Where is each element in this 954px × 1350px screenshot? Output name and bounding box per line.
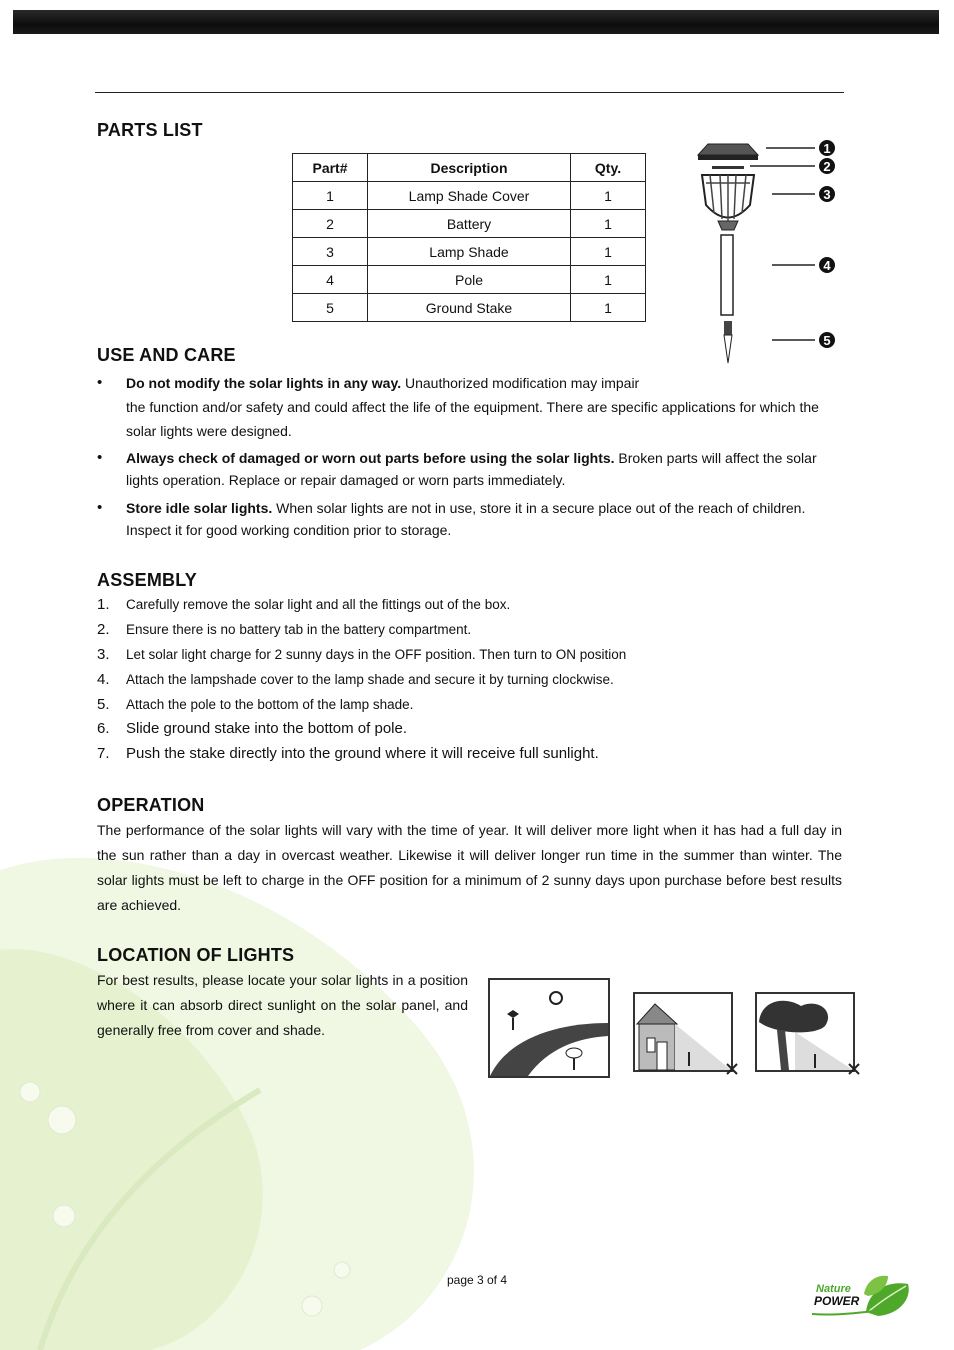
table-cell: 3 (293, 238, 368, 266)
sunny-location-illustration (488, 978, 612, 1080)
column-header: Qty. (571, 154, 646, 182)
logo-text-nature: Nature (816, 1283, 851, 1295)
step-number: 1. (97, 596, 110, 613)
page-number: page 3 of 4 (446, 1273, 508, 1287)
bullet-text: When solar lights are not in use, store it in a secure place out of the reach of children. Inspect it for good working condition prior to storage. (126, 500, 806, 538)
bullet-bold-text: Always check of damaged or worn out parts before using the solar lights. (126, 450, 615, 466)
header-rule (95, 92, 844, 93)
step-text: Carefully remove the solar light and all the fittings out of the box. (126, 597, 511, 612)
location-paragraph: For best results, please locate your solar lights in a position where it can absorb direct sunlight on the solar panel, and generally free from cover and shade. (97, 972, 468, 1038)
step-number: 4. (97, 671, 110, 688)
table-row (293, 182, 646, 210)
step-number: 7. (97, 745, 110, 762)
step-text: Slide ground stake into the bottom of pole. (126, 720, 408, 737)
table-cell: 5 (293, 294, 368, 322)
nature-power-logo (808, 1272, 920, 1322)
list-item (97, 621, 471, 638)
step-text: Ensure there is no battery tab in the battery compartment. (126, 622, 472, 637)
use-and-care-list (97, 371, 845, 541)
bullet-icon: • (97, 374, 103, 391)
table-cell: 1 (293, 182, 368, 210)
table-cell: Pole (368, 266, 571, 294)
callout-3: 3 (823, 187, 831, 202)
operation-heading: OPERATION (97, 795, 205, 815)
table-cell: 1 (571, 294, 646, 322)
callout-4: 4 (823, 258, 831, 273)
bullet-bold-text: Store idle solar lights. (126, 500, 273, 516)
table-cell: 4 (293, 266, 368, 294)
step-text: Let solar light charge for 2 sunny days in the OFF position. Then turn to ON position (126, 647, 627, 662)
bullet-icon: • (97, 449, 103, 466)
table-cell: 1 (571, 238, 646, 266)
table-cell: Battery (368, 210, 571, 238)
parts-list-heading: PARTS LIST (97, 120, 203, 140)
list-item (97, 596, 510, 613)
bullet-icon: • (97, 499, 103, 516)
bullet-bold-text: Do not modify the solar lights in any way. (126, 375, 402, 391)
column-header: Description (368, 154, 571, 182)
table-cell: 1 (571, 210, 646, 238)
list-item (97, 497, 845, 541)
table-cell: Lamp Shade (368, 238, 571, 266)
operation-paragraph: The performance of the solar lights will vary with the time of year. It will deliver more light when it has had a full day in the sun rather than a day in overcast weather. Likewise it will deliver longer run time in the summer than winter. The solar lights must be left to charge in the OFF position for a minimum of 2 sunny days upon purchase before best results are achieved. (97, 822, 842, 913)
column-header: Part# (293, 154, 368, 182)
table-cell: Ground Stake (368, 294, 571, 322)
step-number: 2. (97, 621, 110, 638)
bullet-text-continued: the function and/or safety and could affect the life of the equipment. There are specific applications for which the solar lights were designed. (126, 399, 819, 439)
table-cell: 2 (293, 210, 368, 238)
table-row (293, 266, 646, 294)
assembly-heading: ASSEMBLY (97, 570, 197, 590)
step-text: Attach the pole to the bottom of the lamp shade. (126, 697, 414, 712)
step-text: Attach the lampshade cover to the lamp shade and secure it by turning clockwise. (126, 672, 614, 687)
step-number: 3. (97, 646, 110, 663)
bullet-text: Unauthorized modification may impair (401, 375, 640, 391)
list-item (97, 671, 614, 688)
step-number: 5. (97, 696, 110, 713)
step-number: 6. (97, 720, 110, 737)
list-item (97, 745, 599, 762)
table-row (293, 238, 646, 266)
list-item (97, 646, 626, 663)
bullet-text: Broken parts will affect the solar lights operation. Replace or repair damaged or worn parts immediately. (126, 450, 817, 488)
location-heading: LOCATION OF LIGHTS (97, 945, 295, 965)
header-bar (13, 10, 939, 34)
parts-table (292, 153, 646, 322)
tree-shade-illustration (755, 992, 863, 1080)
use-and-care-heading: USE AND CARE (97, 345, 236, 365)
step-text: Push the stake directly into the ground where it will receive full sunlight. (126, 745, 599, 762)
list-item (97, 447, 845, 491)
table-header-row (293, 154, 646, 182)
list-item (97, 720, 407, 737)
list-item (97, 371, 845, 443)
house-shade-illustration (633, 992, 741, 1080)
table-cell: 1 (571, 266, 646, 294)
solar-light-diagram (690, 135, 850, 370)
callout-5: 5 (823, 333, 831, 348)
callout-2: 2 (823, 159, 831, 174)
table-row (293, 294, 646, 322)
list-item (97, 696, 413, 713)
logo-text-power: POWER (814, 1294, 860, 1308)
callout-1: 1 (823, 141, 831, 156)
table-cell: Lamp Shade Cover (368, 182, 571, 210)
table-cell: 1 (571, 182, 646, 210)
table-row (293, 210, 646, 238)
